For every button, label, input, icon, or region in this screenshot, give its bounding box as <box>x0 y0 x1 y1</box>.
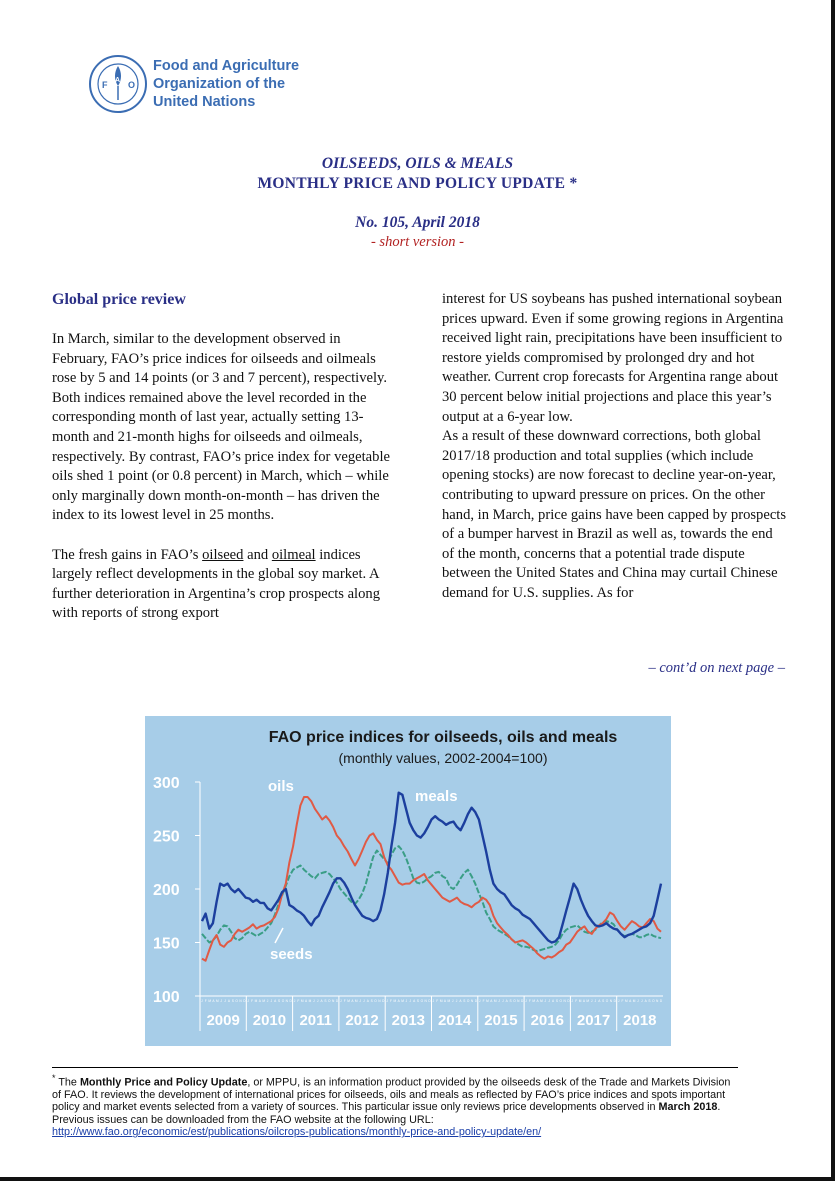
month-tick-label: A <box>305 999 308 1003</box>
month-tick-label: D <box>521 999 524 1003</box>
month-tick-label: M <box>540 999 543 1003</box>
month-tick-label: J <box>270 999 273 1003</box>
month-tick-label: A <box>397 999 400 1003</box>
para2-text-c: indices largely reflect developments in the global soy market. A further deterioration in Argentina’s crop prospects along with reports of strong export <box>52 546 380 622</box>
month-tick-label: J <box>363 999 365 1003</box>
y-tick-label: 200 <box>153 882 180 899</box>
svg-text:A: A <box>115 77 121 84</box>
month-tick-label: N <box>331 999 335 1003</box>
month-tick-label: F <box>251 999 254 1003</box>
month-tick-label: O <box>235 999 238 1003</box>
month-tick-label: A <box>459 999 462 1003</box>
month-tick-label: J <box>548 999 550 1003</box>
month-tick-label: M <box>439 999 443 1003</box>
month-tick-label: D <box>243 999 246 1003</box>
month-tick-label: A <box>582 999 585 1003</box>
month-tick-label: D <box>289 999 292 1003</box>
month-tick-label: M <box>632 999 636 1003</box>
month-tick-label: N <box>378 999 381 1003</box>
y-tick-label: 100 <box>153 989 180 1006</box>
month-tick-label: O <box>328 999 331 1003</box>
oilmeal-link[interactable]: oilmeal <box>271 546 316 563</box>
org-line-2: Organization of the <box>153 76 286 92</box>
month-tick-label: M <box>347 999 350 1003</box>
month-tick-label: A <box>274 999 277 1003</box>
month-tick-label: M <box>393 999 397 1003</box>
month-tick-label: N <box>424 999 427 1003</box>
month-tick-label: J <box>478 999 481 1003</box>
para2-text-b: and <box>243 546 272 563</box>
month-tick-label: M <box>586 999 590 1003</box>
month-tick-label: A <box>351 999 354 1003</box>
fao-logo-icon <box>88 54 148 114</box>
month-tick-label: F <box>621 999 624 1003</box>
month-tick-label: J <box>590 999 593 1003</box>
month-tick-label: A <box>443 999 447 1003</box>
footnote-rule <box>52 1067 738 1068</box>
month-tick-label: F <box>390 999 392 1003</box>
month-tick-label: J <box>224 999 226 1003</box>
month-tick-label: F <box>204 999 207 1003</box>
y-tick-label: 300 <box>153 775 180 792</box>
year-tick-label: 2009 <box>206 1012 240 1029</box>
month-tick-label: A <box>644 999 647 1003</box>
month-tick-label: A <box>320 999 323 1003</box>
month-tick-label: S <box>278 999 281 1003</box>
month-tick-label: A <box>629 999 632 1003</box>
month-tick-label: D <box>613 999 616 1003</box>
month-tick-label: F <box>575 999 578 1003</box>
month-tick-label: S <box>324 999 327 1003</box>
month-tick-label: J <box>386 999 388 1003</box>
page-border-bottom <box>0 1177 835 1181</box>
series-label-seeds: seeds <box>270 946 313 963</box>
month-tick-label: M <box>208 999 211 1003</box>
month-tick-label: J <box>617 999 620 1003</box>
fao-url-link[interactable]: http://www.fao.org/economic/est/publications/oilcrops-publications/monthly-price-and-policy-update/en/ <box>52 1126 542 1139</box>
year-tick-label: 2015 <box>484 1012 518 1029</box>
doc-title-1: OILSEEDS, OILS & MEALS <box>321 155 514 172</box>
month-tick-label: M <box>493 999 497 1003</box>
month-tick-label: M <box>216 999 219 1003</box>
series-label-meals: meals <box>415 788 458 805</box>
footnote-star: * <box>52 1073 56 1083</box>
month-tick-label: J <box>201 999 203 1003</box>
month-tick-label: A <box>598 999 601 1003</box>
month-tick-label: J <box>571 999 574 1003</box>
month-tick-label: S <box>509 999 512 1003</box>
series-line-seeds <box>202 846 661 951</box>
month-tick-label: D <box>659 999 663 1003</box>
org-line-1: Food and Agriculture <box>153 58 300 74</box>
year-tick-label: 2018 <box>623 1012 657 1029</box>
issue-number: No. 105, April 2018 <box>355 214 480 231</box>
month-tick-label: N <box>239 999 242 1003</box>
month-tick-label: A <box>551 999 555 1003</box>
month-tick-label: D <box>567 999 570 1003</box>
month-tick-label: J <box>637 999 639 1003</box>
y-tick-label: 250 <box>153 828 180 846</box>
month-tick-label: N <box>285 999 288 1003</box>
month-tick-label: A <box>413 999 416 1003</box>
org-name <box>153 57 299 111</box>
svg-text:F: F <box>102 80 108 90</box>
para2-text-a: The fresh gains in FAO’s <box>52 546 203 563</box>
month-tick-label: M <box>625 999 628 1003</box>
month-tick-label: A <box>212 999 215 1003</box>
month-tick-label: D <box>474 999 478 1003</box>
month-tick-label: J <box>405 999 408 1003</box>
footnote-bold-1: Monthly Price and Policy Update <box>79 1076 248 1089</box>
footnote-text <box>52 1072 738 1126</box>
footnote-part-1: The <box>55 1076 80 1089</box>
month-tick-label: J <box>340 999 342 1003</box>
chart-subtitle: (monthly values, 2002-2004=100) <box>338 750 548 766</box>
year-tick-label: 2017 <box>576 1012 611 1029</box>
year-tick-label: 2012 <box>345 1012 379 1029</box>
month-tick-label: M <box>262 999 265 1003</box>
month-tick-label: F <box>343 999 346 1003</box>
month-tick-label: J <box>502 999 504 1003</box>
month-tick-label: S <box>602 999 605 1003</box>
series-label-oils: oils <box>268 778 294 795</box>
month-tick-label: M <box>300 999 304 1003</box>
year-tick-label: 2016 <box>530 1012 564 1029</box>
year-tick-label: 2014 <box>437 1012 472 1029</box>
month-tick-label: F <box>528 999 531 1003</box>
month-tick-label: D <box>428 999 431 1003</box>
left-paragraph-2 <box>52 546 397 624</box>
footnote-bold-2: March 2018 <box>658 1101 718 1114</box>
month-tick-label: S <box>231 999 234 1003</box>
month-tick-label: J <box>359 999 361 1003</box>
month-tick-label: J <box>293 999 296 1003</box>
month-tick-label: M <box>486 999 489 1003</box>
month-tick-label: N <box>517 999 520 1003</box>
month-tick-label: N <box>656 999 659 1003</box>
month-tick-label: M <box>578 999 582 1003</box>
month-tick-label: J <box>455 999 458 1003</box>
left-paragraph-1: In March, similar to the development observed in February, FAO’s price indices for oilseeds and oilmeals rose by 5 and 14 points (or 3 and 7 percent), respectively. Both indices remained above the level recorded in the corresponding month of last year, actually setting 13-month and 21-month highs for oilseeds and oilmeals, respectively. By contrast, FAO’s price index for vegetable oils shed 1 point (or 0.8 percent) in March, which – while only marginally down month-on-month – has driven the index to its lowest level in 25 months. <box>52 331 390 524</box>
footnote <box>52 1072 738 1139</box>
year-tick-label: 2011 <box>299 1012 333 1029</box>
month-tick-label: A <box>505 999 508 1003</box>
month-tick-label: J <box>451 999 454 1003</box>
month-tick-label: O <box>281 999 285 1003</box>
org-line-3: United Nations <box>153 94 256 110</box>
month-tick-label: J <box>220 999 223 1003</box>
month-tick-label: N <box>609 999 613 1003</box>
month-tick-label: J <box>640 999 643 1003</box>
chart-title: FAO price indices for oilseeds, oils and meals <box>268 729 618 746</box>
month-tick-label: J <box>432 999 435 1003</box>
month-tick-label: S <box>463 999 466 1003</box>
month-tick-label: A <box>258 999 261 1003</box>
month-tick-label: S <box>416 999 420 1003</box>
month-tick-label: J <box>266 999 269 1003</box>
month-tick-label: O <box>466 999 470 1003</box>
year-tick-label: 2013 <box>391 1012 426 1029</box>
continued-note: – cont’d on next page – <box>648 660 785 676</box>
price-index-chart <box>145 716 671 1046</box>
left-column <box>52 330 397 624</box>
version-label: - short version - <box>370 234 465 250</box>
seeds-pointer <box>275 928 283 943</box>
right-column <box>442 290 787 604</box>
month-tick-label: M <box>447 999 451 1003</box>
month-tick-label: O <box>374 999 377 1003</box>
footnote-part-2: , or MPPU, is an information product provided by the oilseeds desk of the Trade and Markets Division of FAO. It reviews the development of international prices for oilseeds, oils and meals as reflected by FAO’s price indices and spots important policy and market events selected from a variety of sources. This particular issue only reviews price developments observed in <box>52 1076 731 1114</box>
chart-svg <box>145 716 671 1046</box>
month-tick-label: M <box>254 999 258 1003</box>
month-tick-label: O <box>605 999 609 1003</box>
month-tick-label: M <box>401 999 404 1003</box>
month-tick-label: A <box>227 999 231 1003</box>
doc-title-2: MONTHLY PRICE AND POLICY UPDATE * <box>257 175 578 192</box>
month-tick-label: M <box>532 999 536 1003</box>
month-tick-label: S <box>555 999 558 1003</box>
month-tick-label: A <box>490 999 493 1003</box>
month-tick-label: S <box>648 999 651 1003</box>
month-tick-label: J <box>498 999 500 1003</box>
month-tick-label: M <box>354 999 358 1003</box>
month-tick-label: J <box>409 999 412 1003</box>
y-tick-label: 150 <box>153 935 180 953</box>
year-tick-label: 2010 <box>252 1012 287 1029</box>
footnote-part-3: . Previous issues can be downloaded from the FAO website at the following URL: <box>52 1101 721 1126</box>
month-tick-label: O <box>652 999 655 1003</box>
month-tick-label: A <box>536 999 539 1003</box>
month-tick-label: J <box>247 999 250 1003</box>
month-tick-label: J <box>544 999 547 1003</box>
month-tick-label: D <box>335 999 339 1003</box>
section-title: Global price review <box>52 291 186 308</box>
month-tick-label: F <box>436 999 439 1003</box>
svg-text:O: O <box>128 80 136 90</box>
month-tick-label: N <box>563 999 566 1003</box>
oilseed-link[interactable]: oilseed <box>202 546 244 563</box>
right-paragraph-2: As a result of these downward corrections, both global 2017/18 production and total supplies (which include opening stocks) are now forecast to decline year-on-year, contributing to upward pressure on prices. On the other hand, in March, price gains have been capped by prospects of a bumper harvest in Brazil as well as, towards the end of the month, concerns that a potential trade dispute between the United States and China may curtail Chinese demand for U.S. supplies. As for <box>442 428 787 601</box>
right-paragraph-1: interest for US soybeans has pushed international soybean prices upward. Even if some growing regions in Argentina received light rain, precipitations have been insufficient to restore yields compromised by prolonged dry and hot weather. Current crop forecasts for Argentina range about 30 percent below initial projections and place this year’s output at a 6-year low. <box>442 291 784 425</box>
month-tick-label: M <box>308 999 312 1003</box>
month-tick-label: D <box>382 999 385 1003</box>
month-tick-label: S <box>370 999 373 1003</box>
month-tick-label: F <box>297 999 300 1003</box>
month-tick-label: O <box>420 999 424 1003</box>
month-tick-label: F <box>482 999 485 1003</box>
month-tick-label: A <box>366 999 369 1003</box>
month-tick-label: J <box>594 999 597 1003</box>
month-tick-label: J <box>316 999 319 1003</box>
month-tick-label: J <box>525 999 527 1003</box>
month-tick-label: J <box>313 999 315 1003</box>
month-tick-label: O <box>513 999 516 1003</box>
month-tick-label: O <box>559 999 562 1003</box>
month-tick-label: N <box>470 999 474 1003</box>
